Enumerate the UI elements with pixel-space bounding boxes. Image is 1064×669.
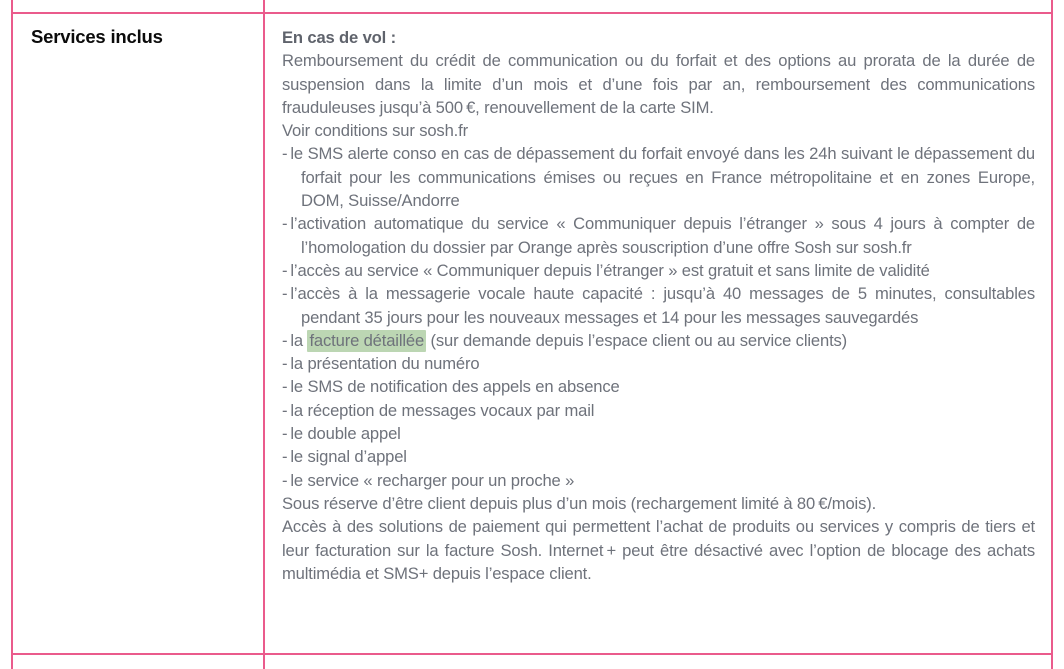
list-item-text: la réception de messages vocaux par mail [290,400,595,420]
list-item-text: le signal d’appel [290,447,407,467]
list-item-text: la présentation du numéro [290,354,480,374]
list-item-text: l’accès à la messagerie vocale haute capacité : jusqu’à 40 messages de 5 minutes, consultables pendant 35 jours pour les nouveaux messages et 14 pour les messages sauvegardés [290,284,1035,327]
list-item [282,445,1035,468]
list-item-suffix: (sur demande depuis l’espace client ou au service clients) [426,330,848,350]
list-item [282,352,1035,375]
terms-table [11,0,1053,669]
table-row [13,12,1051,653]
bullet-dash: - [282,424,288,444]
bullet-dash: - [282,377,288,397]
bullet-dash: - [282,354,288,374]
bullet-dash: - [282,330,288,350]
list-item-text: le service « recharger pour un proche » [290,470,575,490]
list-item-text: le SMS de notification des appels en absence [290,377,620,397]
list-item-text: l’accès au service « Communiquer depuis l’étranger » est gratuit et sans limite de validité [290,260,930,280]
table-cell-label-clipped [13,0,265,12]
lead-heading-en-cas-de-vol: En cas de vol : [282,28,396,47]
conditions-line: Voir conditions sur sosh.fr [282,121,468,141]
bullet-dash: - [282,260,288,280]
highlighted-phrase: facture détaillée [309,330,425,350]
intro-paragraph: Remboursement du crédit de communication ou du forfait et des options au prorata de la durée de suspension dans la limite d’un mois et d’une fois par an, remboursement des communications frauduleuses jusqu’à 500 €, renouvellement de la carte SIM. [282,51,1035,117]
list-item [282,399,1035,422]
list-item-highlighted [282,329,1035,352]
table-cell-body-next [265,655,1051,669]
list-item-text: l’activation automatique du service « Communiquer depuis l’étranger » sous 4 jours à compter de l’homologation du dossier par Orange après souscription d’une offre Sosh sur sosh.fr [290,214,1035,257]
list-item [282,212,1035,259]
bullet-dash: - [282,144,288,164]
list-item-prefix: la [290,330,308,350]
bullet-dash: - [282,400,288,420]
bullet-dash: - [282,214,288,234]
row-label-services-inclus: Services inclus [31,26,163,47]
list-item-text: le double appel [290,424,401,444]
list-item [282,469,1035,492]
table-cell-content [265,14,1051,653]
list-item [282,142,1035,212]
table-row-clipped-below [13,653,1051,669]
list-item [282,422,1035,445]
bullet-dash: - [282,447,288,467]
closing-paragraph: Accès à des solutions de paiement qui permettent l’achat de produits ou services y compris de tiers et leur facturation sur la facture Sosh. Internet + peut être désactivé avec l’option de blocage des achats multimédia et SMS+ depuis l’espace client. [282,517,1035,583]
list-item [282,259,1035,282]
list-item-text: le SMS alerte conso en cas de dépassement du forfait envoyé dans les 24h suivant le dépassement du forfait pour les communications émises ou reçues en France métropolitaine et en zones Europe, DOM, Suisse/Andorre [290,144,1035,211]
bullet-dash: - [282,284,288,304]
closing-line: Sous réserve d’être client depuis plus d’un mois (rechargement limité à 80 €/mois). [282,493,877,513]
list-item [282,375,1035,398]
list-item [282,282,1035,329]
table-cell-label-next [13,655,265,669]
table-cell-label [13,14,265,653]
services-description [282,26,1035,585]
table-cell-body-clipped [265,0,1051,12]
table-row-clipped-above [13,0,1051,12]
bullet-dash: - [282,470,288,490]
